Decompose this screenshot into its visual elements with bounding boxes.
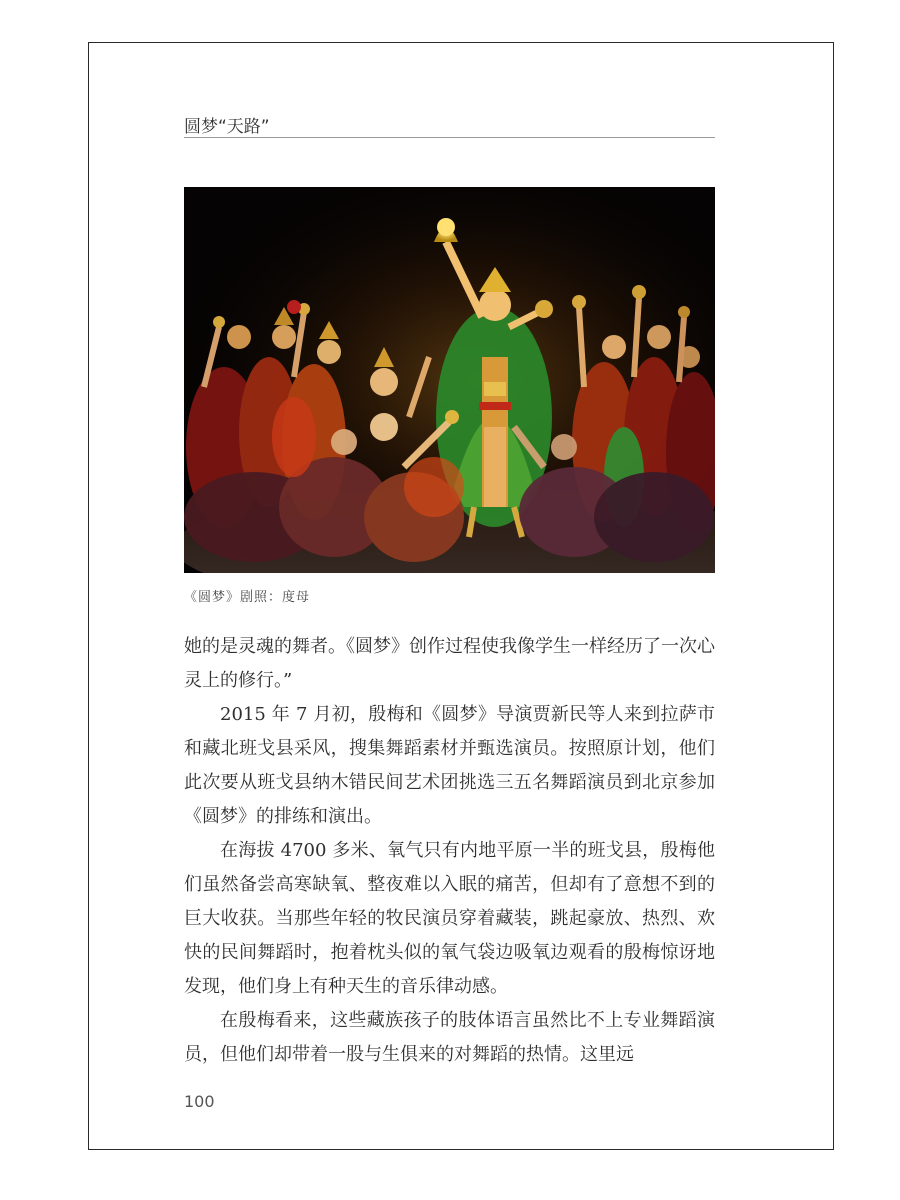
paragraph-3: 在海拔 4700 多米、氧气只有内地平原一半的班戈县，殷梅他们虽然备尝高寒缺氧、整夜难以入眠的痛苦，但却有了意想不到的巨大收获。当那些年轻的牧民演员穿着藏装，跳起豪放、热烈、欢快的民间舞蹈时，抱着枕头似的氧气袋边吸氧边观看的殷梅惊讶地发现，他们身上有种天生的音乐律动感。: [184, 840, 715, 997]
paragraph-2: 2015 年 7 月初，殷梅和《圆梦》导演贾新民等人来到拉萨市和藏北班戈县采风，搜集舞蹈素材并甄选演员。按照原计划，他们此次要从班戈县纳木错民间艺术团挑选三五名舞蹈演员到北京参加《圆梦》的排练和演出。: [184, 704, 715, 827]
header-rule: [184, 137, 715, 138]
dance-scene-illustration: [184, 187, 715, 573]
paragraph-1: 她的是灵魂的舞者。《圆梦》创作过程使我像学生一样经历了一次心灵上的修行。”: [184, 636, 715, 691]
body-text: [184, 630, 715, 1072]
paragraph-4: 在殷梅看来，这些藏族孩子的肢体语言虽然比不上专业舞蹈演员，但他们却带着一股与生俱来的对舞蹈的热情。这里远: [184, 1010, 715, 1065]
page-number: 100: [184, 1092, 215, 1111]
running-header: 圆梦“天路”: [184, 117, 270, 137]
stage-photo: [184, 187, 715, 573]
figure-caption: 《圆梦》剧照：度母: [184, 590, 311, 605]
